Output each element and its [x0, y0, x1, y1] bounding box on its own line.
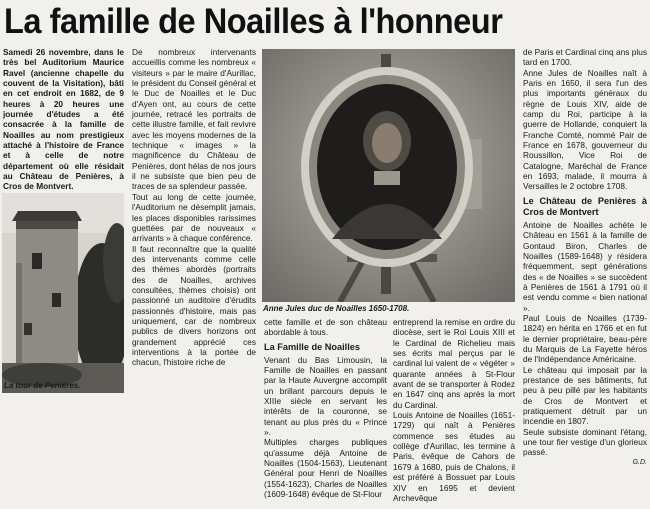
lead-paragraph: Samedi 26 novembre, dans le très bel Auditorium Maurice Ravel (ancienne chapelle du couvent de la Visitation), bâti en cet endroit en 1682, de 9 heures à 20 heures une journée d'études a été consacrée à la famille de Noailles au nom prestigieux attaché à l'histoire de France et à celle de notre département où elle résidait au Château de Penières, à Cros de Montvert. [3, 47, 124, 191]
col2-paragraph-2: Tout au long de cette journée, l'Auditorium ne désemplit jamais, les places disponibles rarissimes guettées par de nouveaux « arrivants » à chaque conférence. [132, 191, 256, 244]
tower-photo [2, 193, 124, 393]
col3-paragraph-3: Multiples charges publiques qu'assume déjà Antoine de Noailles (1504-1563), Lieutenant Général pour Henri de Noailles (1554-1623), Charles de Noailles (1609-1648) évêque de St-Flour [264, 437, 387, 500]
section-heading-chateau: Le Château de Penières à Cros de Montvert [523, 195, 647, 217]
col5-paragraph-6: Seule subsiste dominant l'étang, une tour fier vestige d'un glorieux passé. [523, 426, 647, 458]
portrait-illustration [262, 49, 515, 302]
author-signature: G.D. [632, 458, 647, 466]
column-5 [523, 47, 647, 505]
portrait-photo [262, 49, 515, 302]
tower-caption: La tour de Penières. [4, 381, 81, 390]
col2-paragraph-1: De nombreux intervenants accueillis comme les nombreux « visiteurs » par le maire d'Aurillac, le président du Conseil général et le Duc de Noailles et le Duc d'Ayen ont, au cours de cette journée, retracé les portraits de cette illustre famille, et fait revivre avec les moyens modernes de la technique « images » la magnificence du Château de Penières, dont hélas de nos jours il ne subsiste que bien peu de traces de sa splendeur passée. [132, 47, 256, 192]
col4-paragraph-2: Louis Antoine de Noailles (1651-1729) qui naît à Penières commence ses études au collège d'Aurillac, les termine à Paris, évêque de Cahors de 1679 à 1680, puis de Chalons, il est préféré à Bossuet par Louis XIV en 1695 et devient Archevêque [393, 410, 515, 503]
column-2 [132, 47, 256, 500]
headline: La famille de Noailles à l'honneur [4, 2, 503, 41]
col3-paragraph-1: cette famille et de son château abordable à tous. [264, 317, 387, 338]
col5-paragraph-4: Paul Louis de Noailles (1739-1824) en hérita en 1766 et en fut le dernier propriétaire, beau-père du Marquis de La Fayette héros de l'Indépendance Américaine. [523, 312, 647, 365]
col3-paragraph-2: Venant du Bas Limousin, la Famille de Noailles en passant par la Haute Auvergne accomplit un brillant parcours depuis le XIIIe siècle en servant les intérêts de la couronne, se tenant au plus près du « Prince ». [264, 354, 387, 438]
section-heading-family: La Famille de Noailles [264, 341, 360, 352]
column-4 [393, 317, 515, 503]
portrait-caption: Anne Jules duc de Noailles 1650-1708. [263, 304, 410, 313]
col5-paragraph-5: Le château qui imposait par la prestance de ses bâtiments, fut peu à peu pillé par les habitants de Cros de Montvert et pratiquement détruit par un incendie en 1807. [523, 364, 647, 427]
col5-paragraph-1: de Paris et Cardinal cinq ans plus tard en 1700. [523, 47, 647, 68]
col4-paragraph-1: entreprend la remise en ordre du diocèse, sert le Roi Louis XIII et le Cardinal de Richelieu mais ses écrits mal perçus par le cardinal lui valent de « végéter » quarante années à St-Flour avant de se transporter à Rodez en 1647 cinq ans après la mort du Cardinal. [393, 317, 515, 410]
lead-column [3, 47, 124, 191]
col2-paragraph-3: Il faut reconnaître que la qualité des intervenants comme celle des thèmes abordés (portraits des de Noailles, archives consultées, thèmes choisis) ont passionné un auditoire d'érudits passionnés d'histoire, mais pas uniquement, car de nombreux publics de divers horizons ont grandement apprécié ces interventions à la portée de chacun, l'histoire riche de [132, 243, 256, 368]
col5-paragraph-3: Antoine de Noailles achète le Château en 1561 à la famille de Gontaud Biron, Charles de Noailles (1589-1648) y résidera fréquemment, sept générations des « de Noailles » se succèdent à Penières de 1561 à 1791 où il est vendu comme « bien national ». [523, 219, 647, 313]
tower-illustration [2, 193, 124, 393]
col5-paragraph-2: Anne Jules de Noailles naît à Paris en 1650, il sera l'un des plus importants généraux du règne de Louis XIV, aide de camp du Roi, participe à la guerre de Hollande, conquiert la Franche Comté, nommé Pair de France en 1678, gouverneur du Roussillon, Vice Roi de Catalogne, Maréchal de France en 1693, malade, il mourra à Versailles le 2 octobre 1708. [523, 67, 647, 192]
column-3 [264, 317, 387, 503]
